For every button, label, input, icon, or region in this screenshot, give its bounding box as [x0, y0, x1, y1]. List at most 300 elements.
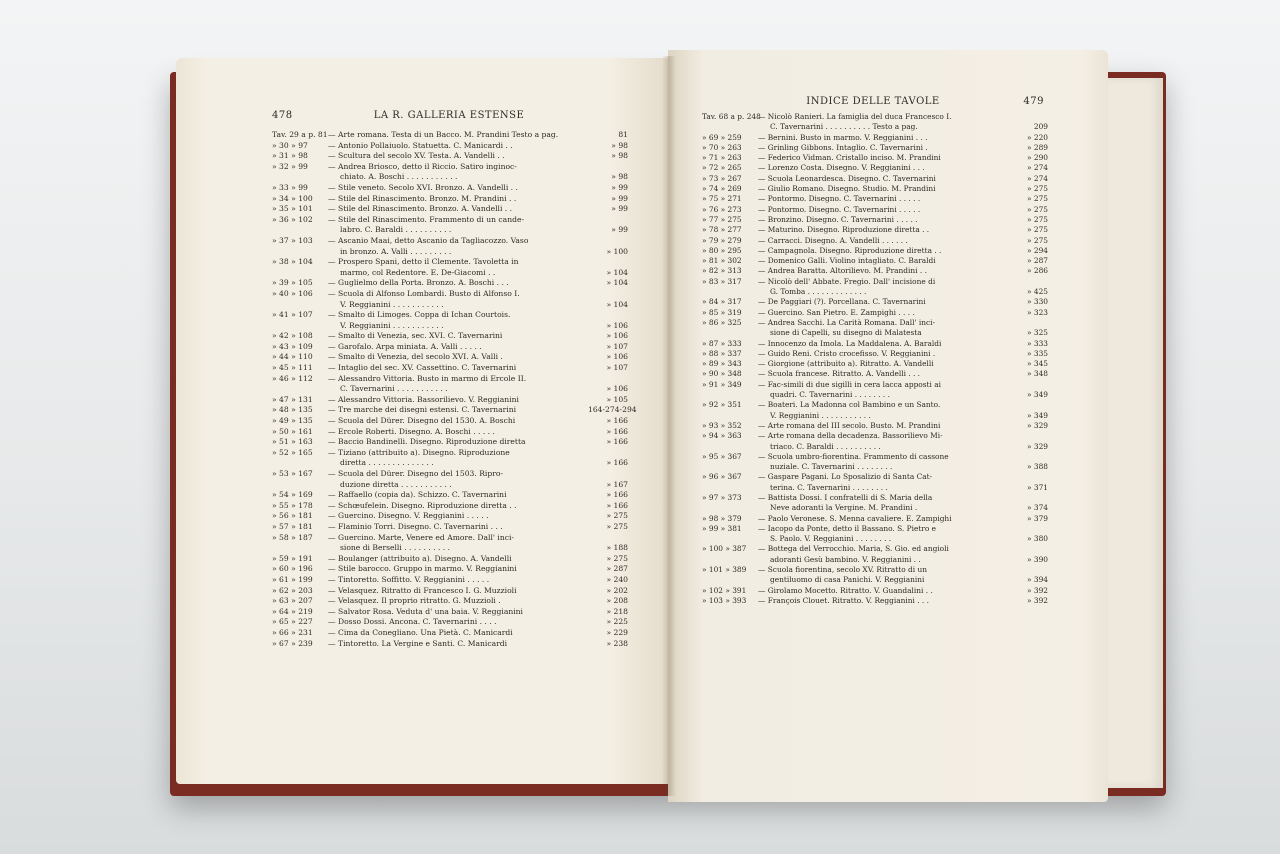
plate-description: — Ercole Roberti. Disegno. A. Boschi . . . . . [328, 426, 495, 436]
plate-description: — Maturino. Disegno. Riproduzione diretta . . [758, 225, 930, 235]
text-page-reference: » 289 [1027, 142, 1048, 152]
plate-number: » 47 » 131 [272, 394, 313, 404]
index-entry [702, 318, 1048, 339]
plate-description: — Iacopo da Ponte, detto il Bassano. S. Pietro e [758, 523, 937, 533]
plate-description: — Tiziano (attribuito a). Disegno. Riproduzione [328, 447, 510, 457]
plate-number: » 56 » 181 [272, 511, 313, 521]
plate-number: » 42 » 108 [272, 331, 313, 341]
plate-description-continued: V. Reggianini . . . . . . . . . . . [770, 410, 871, 420]
index-entry [702, 143, 1048, 153]
index-entry [702, 493, 1048, 514]
text-page-reference: » 390 [1027, 554, 1048, 564]
plate-description-continued: duzione diretta . . . . . . . . . . . [340, 479, 452, 489]
plate-description: — Scuola di Alfonso Lombardi. Busto di Alfonso I. [328, 288, 520, 298]
index-entry [702, 308, 1048, 318]
plate-description: — Fac-simili di due sigilli in cera lacca apposti ai [758, 379, 942, 389]
text-page-reference: » 374 [1027, 503, 1048, 513]
plate-description: — Arte romana. Testa di un Bacco. M. Prandini Testo a pag. [328, 130, 559, 139]
plate-description-continued: triaco. C. Baraldi . . . . . . . . . . [770, 441, 881, 451]
text-page-reference: » 275 [1027, 235, 1048, 245]
plate-number: » 89 » 343 [702, 359, 742, 369]
text-page-reference: » 104 [606, 299, 628, 309]
plate-number: » 85 » 319 [702, 307, 742, 317]
text-page-reference: » 240 [606, 574, 628, 584]
text-page-reference: » 329 [1027, 420, 1048, 430]
index-entry [702, 514, 1048, 524]
plate-description: — Tintoretto. La Vergine e Santi. C. Manicardi [328, 638, 508, 648]
text-page-reference: » 238 [606, 638, 628, 648]
plate-number: » 82 » 313 [702, 266, 742, 276]
index-entry [702, 421, 1048, 431]
plate-number: » 96 » 367 [702, 472, 742, 482]
plate-description: — Ascanio Maai, detto Ascanio da Tagliacozzo. Vaso [328, 235, 529, 245]
plate-number: » 93 » 352 [702, 420, 742, 430]
plate-description: — Andrea Sacchi. La Carità Romana. Dall' inci- [758, 317, 936, 327]
plate-number: » 49 » 135 [272, 416, 313, 426]
plate-description-continued: C. Tavernarini . . . . . . . . . . . [340, 384, 448, 394]
plate-number: » 61 » 199 [272, 574, 313, 584]
text-page-reference: » 329 [1027, 441, 1048, 451]
plate-description: — Cima da Conegliano. Una Pietà. C. Manicardi [328, 627, 513, 637]
plate-description: — Stile del Rinascimento. Bronzo. A. Vandelli . . [328, 204, 513, 214]
plate-description: — Baccio Bandinelli. Disegno. Riproduzione diretta [328, 437, 526, 447]
plate-number: » 75 » 271 [702, 194, 742, 204]
text-page-reference: » 98 [611, 140, 628, 150]
plate-number: » 64 » 219 [272, 606, 313, 616]
plate-number: Tav. 29 a p. 81 [272, 130, 328, 139]
index-entry [272, 183, 628, 194]
plate-number: » 69 » 259 [702, 132, 742, 142]
index-entry [702, 369, 1048, 379]
index-entry [272, 437, 628, 448]
index-entry [272, 448, 628, 469]
text-page-reference: » 380 [1027, 534, 1048, 544]
index-entry [272, 490, 628, 501]
plate-number: » 60 » 196 [272, 564, 313, 574]
right-page [668, 50, 1108, 802]
plate-description: — Bernini. Busto in marmo. V. Reggianini . . . [758, 132, 928, 142]
index-entry [702, 215, 1048, 225]
plate-description: — Scuola del Dürer. Disegno del 1530. A. Boschi [328, 416, 516, 426]
plate-number: » 94 » 363 [702, 431, 742, 441]
plate-number: » 39 » 105 [272, 278, 313, 288]
index-entry [702, 133, 1048, 143]
plate-number: » 36 » 102 [272, 214, 313, 224]
plate-number: » 43 » 109 [272, 341, 313, 351]
plate-description-continued: marmo, col Redentore. E. De-Giacomi . . [340, 267, 496, 277]
plate-description: — Giorgione (attribuito a). Ritratto. A. Vandelli [758, 359, 934, 369]
index-entry [272, 628, 628, 639]
plate-description: — Domenico Galli. Violino intagliato. C. Baraldi [758, 256, 936, 266]
text-page-reference: » 166 [606, 416, 628, 426]
plate-number: » 92 » 351 [702, 400, 742, 410]
index-entry [702, 565, 1048, 586]
index-entry [272, 586, 628, 597]
plate-description-continued: V. Reggianini . . . . . . . . . . . [340, 320, 444, 330]
plate-description: — Nicolò Ranieri. La famiglia del duca Francesco I. [758, 112, 952, 121]
text-page-reference: » 105 [606, 394, 628, 404]
index-entry [702, 359, 1048, 369]
index-entry [702, 256, 1048, 266]
plate-description: — Guercino. San Pietro. E. Zampighi . . . . [758, 307, 915, 317]
index-entry [272, 533, 628, 554]
text-page-reference: 209 [1033, 122, 1048, 132]
plate-number: » 86 » 325 [702, 317, 742, 327]
plate-number: » 72 » 265 [702, 163, 742, 173]
index-entry [702, 205, 1048, 215]
text-page-reference: » 330 [1027, 297, 1048, 307]
plate-number: » 90 » 348 [702, 369, 742, 379]
plate-description-continued: quadri. C. Tavernarini . . . . . . . . [770, 390, 890, 400]
right-plate-index [702, 112, 1048, 606]
index-entry [702, 544, 1048, 565]
index-entry [702, 194, 1048, 204]
text-page-reference: » 107 [606, 363, 628, 373]
plate-number: » 63 » 207 [272, 596, 313, 606]
text-page-reference: » 425 [1027, 287, 1048, 297]
index-entry [702, 586, 1048, 596]
text-page-reference: » 167 [606, 479, 628, 489]
text-page-reference: » 218 [606, 606, 628, 616]
index-entry [272, 289, 628, 310]
plate-description: — Arte romana della decadenza. Bassorilievo Mi- [758, 431, 943, 441]
plate-description: — Velasquez. Il proprio ritratto. G. Muzzioli . [328, 596, 501, 606]
text-page-reference: » 348 [1027, 369, 1048, 379]
text-page-reference: » 275 [1027, 184, 1048, 194]
left-running-title: LA R. GALLERIA ESTENSE [373, 110, 525, 121]
left-page [176, 58, 668, 784]
plate-number: » 32 » 99 [272, 161, 308, 171]
plate-number: » 41 » 107 [272, 310, 313, 320]
plate-description: — Guercino. Marte, Venere ed Amore. Dall' inci- [328, 532, 514, 542]
plate-description: — Scuola francese. Ritratto. A. Vandelli . . . [758, 369, 921, 379]
text-page-reference: » 323 [1027, 307, 1048, 317]
index-entry [272, 310, 628, 331]
index-entry [702, 349, 1048, 359]
index-entry [272, 405, 637, 416]
text-page-reference: » 325 [1027, 328, 1048, 338]
plate-description: — François Clouet. Ritratto. V. Reggianini . . . [758, 595, 929, 605]
text-page-reference: » 166 [606, 458, 628, 468]
plate-description: — Arte romana del III secolo. Busto. M. Prandini [758, 420, 941, 430]
text-page-reference: » 106 [606, 331, 628, 341]
index-entry [702, 174, 1048, 184]
plate-number: » 76 » 273 [702, 204, 742, 214]
plate-description-continued: G. Tomba . . . . . . . . . . . . . [770, 287, 867, 297]
index-entry [272, 564, 628, 575]
index-entry [702, 184, 1048, 194]
text-page-reference: » 106 [606, 352, 628, 362]
index-entry [702, 112, 1048, 133]
text-page-reference: » 333 [1027, 338, 1048, 348]
plate-description: — Salvator Rosa. Veduta d' una baia. V. Reggianini [328, 606, 523, 616]
plate-description: — Federico Vidman. Cristallo inciso. M. Prandini [758, 153, 941, 163]
plate-number: » 38 » 104 [272, 257, 313, 267]
plate-description: — Dosso Dossi. Ancona. C. Tavernarini . . . . [328, 617, 497, 627]
plate-description: — Smalto di Venezia, sec. XVI. C. Tavernarini [328, 331, 503, 341]
plate-number: » 31 » 98 [272, 151, 308, 161]
index-entry [272, 363, 628, 374]
plate-number: » 97 » 373 [702, 492, 742, 502]
plate-description: — Raffaello (copia da). Schizzo. C. Tavernarini [328, 490, 507, 500]
plate-description: — De Paggiari (?). Porcellana. C. Tavernarini [758, 297, 926, 307]
plate-number: » 35 » 101 [272, 204, 313, 214]
plate-description-continued: sione di Capelli, su disegno di Malatesta [770, 328, 922, 338]
plate-number: » 46 » 112 [272, 373, 313, 383]
index-entry [272, 511, 628, 522]
plate-description: — Bottega del Verrocchio. Maria, S. Gio. ed angioli [758, 544, 949, 554]
index-entry [272, 141, 628, 152]
plate-number: » 66 » 231 [272, 627, 313, 637]
text-page-reference: » 106 [606, 384, 628, 394]
index-entry [272, 342, 628, 353]
plate-number: Tav. 68 a p. 248 [702, 112, 761, 121]
index-entry [272, 257, 628, 278]
index-entry [272, 617, 628, 628]
plate-description: — Paolo Veronese. S. Menna cavaliere. E. Zampighi [758, 513, 952, 523]
plate-description: — Andrea Baratta. Altorilievo. M. Prandini . . [758, 266, 927, 276]
index-entry [272, 194, 628, 205]
plate-description: — Scultura del secolo XV. Testa. A. Vandelli . . [328, 151, 505, 161]
plate-number: » 55 » 178 [272, 500, 313, 510]
plate-number: » 40 » 106 [272, 288, 313, 298]
text-page-reference: » 394 [1027, 575, 1048, 585]
index-entry [702, 153, 1048, 163]
index-entry [272, 596, 628, 607]
index-entry [702, 380, 1048, 401]
plate-number: » 48 » 135 [272, 405, 313, 415]
text-page-reference: » 99 [611, 204, 628, 214]
text-page-reference: » 379 [1027, 513, 1048, 523]
left-page-number: 478 [272, 110, 293, 121]
index-entry [702, 339, 1048, 349]
index-entry [272, 522, 628, 533]
plate-description: — Battista Dossi. I confratelli di S. Maria della [758, 492, 933, 502]
text-page-reference: » 104 [606, 278, 628, 288]
plate-number: » 102 » 391 [702, 585, 747, 595]
plate-description-continued: Neve adoranti la Vergine. M. Prandini . [770, 503, 918, 513]
text-page-reference: 81 [618, 130, 628, 139]
plate-description: — Boateri. La Madonna col Bambino e un Santo. [758, 400, 941, 410]
text-page-reference: » 335 [1027, 348, 1048, 358]
plate-description-continued: V. Reggianini . . . . . . . . . . . [340, 299, 444, 309]
plate-description-continued: sione di Berselli . . . . . . . . . . [340, 543, 451, 553]
index-entry [702, 163, 1048, 173]
text-page-reference: » 99 [611, 193, 628, 203]
plate-number: » 53 » 167 [272, 469, 313, 478]
plate-number: » 51 » 163 [272, 437, 313, 447]
plate-description-continued: terina. C. Tavernarini . . . . . . . . [770, 482, 888, 492]
index-entry [702, 277, 1048, 298]
index-entry [272, 501, 628, 512]
plate-number: » 50 » 161 [272, 426, 313, 436]
text-page-reference: » 166 [606, 500, 628, 510]
index-entry [272, 204, 628, 215]
index-entry [272, 395, 628, 406]
text-page-reference: » 275 [606, 521, 628, 531]
text-page-reference: » 345 [1027, 359, 1048, 369]
plate-description-continued: C. Tavernarini . . . . . . . . . . Testo a pag. [770, 122, 918, 132]
index-entry [702, 225, 1048, 235]
text-page-reference: » 275 [1027, 225, 1048, 235]
plate-number: » 57 » 181 [272, 521, 313, 531]
plate-description: — Garofalo. Arpa miniata. A. Valli . . . . . [328, 341, 482, 351]
text-page-reference: » 371 [1027, 482, 1048, 492]
plate-number: » 101 » 389 [702, 565, 747, 575]
plate-number: » 71 » 263 [702, 153, 742, 163]
plate-number: » 65 » 227 [272, 617, 313, 627]
text-page-reference: » 287 [606, 564, 628, 574]
text-page-reference: » 166 [606, 426, 628, 436]
index-entry [702, 472, 1048, 493]
plate-number: » 81 » 302 [702, 256, 742, 266]
plate-number: » 95 » 367 [702, 451, 742, 461]
index-entry [272, 352, 628, 363]
text-page-reference: » 104 [606, 267, 628, 277]
index-entry [272, 416, 628, 427]
plate-number: » 74 » 269 [702, 184, 742, 194]
index-entry [702, 400, 1048, 421]
plate-description: — Alessandro Vittoria. Bassorilievo. V. Reggianini [328, 394, 519, 404]
plate-description: — Giulio Romano. Disegno. Studio. M. Prandini [758, 184, 936, 194]
text-page-reference: » 107 [606, 341, 628, 351]
plate-number: » 100 » 387 [702, 544, 747, 554]
index-entry [702, 596, 1048, 606]
text-page-reference: » 290 [1027, 153, 1048, 163]
text-page-reference: » 274 [1027, 163, 1048, 173]
text-page-reference: » 188 [606, 543, 628, 553]
plate-number: » 78 » 277 [702, 225, 742, 235]
plate-description: — Gaspare Pagani. Lo Sposalizio di Santa Cat- [758, 472, 933, 482]
text-page-reference: » 98 [611, 172, 628, 182]
index-entry [702, 236, 1048, 246]
text-page-reference: » 229 [606, 627, 628, 637]
plate-number: » 99 » 381 [702, 523, 742, 533]
plate-number: » 83 » 317 [702, 276, 742, 286]
plate-description: — Lorenzo Costa. Disegno. V. Reggianini . . . [758, 163, 925, 173]
text-page-reference: » 208 [606, 596, 628, 606]
text-page-reference: » 349 [1027, 410, 1048, 420]
index-entry [702, 452, 1048, 473]
text-page-reference: » 166 [606, 437, 628, 447]
plate-description: — Bronzino. Disegno. C. Tavernarini . . . . . [758, 214, 918, 224]
text-page-reference: » 275 [606, 553, 628, 563]
text-page-reference: » 349 [1027, 390, 1048, 400]
text-page-reference: » 275 [1027, 214, 1048, 224]
plate-description: — Scuola Leonardesca. Disegno. C. Tavernarini [758, 173, 936, 183]
right-page-number: 479 [1023, 96, 1044, 107]
text-page-reference: » 202 [606, 585, 628, 595]
index-entry [272, 554, 628, 565]
plate-description: — Stile del Rinascimento. Bronzo. M. Prandini . . [328, 193, 517, 203]
text-page-reference: » 392 [1027, 595, 1048, 605]
text-page-reference: » 287 [1027, 256, 1048, 266]
plate-description: — Velasquez. Ritratto di Francesco I. G. Muzzioli [328, 585, 517, 595]
index-entry [272, 130, 628, 141]
plate-description: — Innocenzo da Imola. La Maddalena. A. Baraldi [758, 338, 942, 348]
plate-description: — Prospero Spani, detto il Clemente. Tavoletta in [328, 257, 519, 267]
plate-number: » 33 » 99 [272, 182, 308, 192]
plate-description-continued: chiato. A. Boschi . . . . . . . . . . . [340, 172, 458, 182]
text-page-reference: » 99 [611, 182, 628, 192]
plate-number: » 77 » 275 [702, 214, 742, 224]
book-gutter [662, 56, 676, 796]
text-page-reference: » 275 [606, 511, 628, 521]
plate-number: » 80 » 295 [702, 245, 742, 255]
plate-number: » 34 » 100 [272, 193, 313, 203]
plate-description: — Campagnola. Disegno. Riproduzione diretta . . [758, 245, 942, 255]
plate-number: » 67 » 239 [272, 638, 313, 648]
plate-description: — Andrea Briosco, detto il Riccio. Satiro inginoc- [328, 161, 517, 171]
index-entry [272, 639, 628, 650]
index-entry [272, 607, 628, 618]
plate-description-continued: gentiluomo di casa Panichi. V. Reggianini [770, 575, 925, 585]
plate-description-continued: nuziale. C. Tavernarini . . . . . . . . [770, 462, 893, 472]
plate-description: — Flaminio Torri. Disegno. C. Tavernarini . . . [328, 521, 503, 531]
plate-number: » 54 » 169 [272, 490, 313, 500]
plate-description: — Antonio Pollaiuolo. Statuetta. C. Manicardi . . [328, 140, 513, 150]
plate-number: » 79 » 279 [702, 235, 742, 245]
plate-number: » 87 » 333 [702, 338, 742, 348]
text-page-reference: » 98 [611, 151, 628, 161]
plate-description-continued: S. Paolo. V. Reggianini . . . . . . . . [770, 534, 892, 544]
plate-number: » 88 » 337 [702, 348, 742, 358]
plate-number: » 44 » 110 [272, 352, 313, 362]
text-page-reference: » 100 [606, 246, 628, 256]
plate-number: » 37 » 103 [272, 235, 313, 245]
plate-number: » 45 » 111 [272, 363, 313, 373]
plate-description-continued: diretta . . . . . . . . . . . . . . [340, 458, 434, 468]
plate-description: — Stile barocco. Gruppo in marmo. V. Reggianini [328, 564, 517, 574]
plate-number: » 62 » 203 [272, 585, 313, 595]
index-entry [702, 266, 1048, 276]
plate-number: » 73 » 267 [702, 173, 742, 183]
text-page-reference: » 99 [611, 225, 628, 235]
index-entry [272, 278, 628, 289]
plate-number: » 58 » 187 [272, 532, 313, 542]
plate-description-continued: in bronzo. A. Valli . . . . . . . . . [340, 246, 452, 256]
left-plate-index [272, 130, 637, 649]
plate-description: — Pontormo. Disegno. C. Tavernarini . . . . . [758, 204, 921, 214]
plate-description: — Alessandro Vittoria. Busto in marmo di Ercole II. [328, 373, 527, 383]
plate-description: — Guglielmo della Porta. Bronzo. A. Boschi . . . [328, 278, 509, 288]
plate-description: — Nicolò dell' Abbate. Fregio. Dall' incisione di [758, 276, 936, 286]
plate-description-continued: adoranti Gesù bambino. V. Reggianini . . [770, 554, 921, 564]
plate-number: » 98 » 379 [702, 513, 742, 523]
plate-description: — Scuola umbro-fiorentina. Frammento di cassone [758, 451, 949, 461]
index-entry [272, 575, 628, 586]
text-page-reference: » 166 [606, 490, 628, 500]
index-entry [272, 469, 628, 490]
plate-number: » 30 » 97 [272, 140, 308, 150]
text-page-reference: » 106 [606, 320, 628, 330]
index-entry [272, 236, 628, 257]
text-page-reference: » 286 [1027, 266, 1048, 276]
plate-description: — Schœufelein. Disegno. Riproduzione diretta . . [328, 500, 517, 510]
index-entry [702, 431, 1048, 452]
plate-number: » 70 » 263 [702, 142, 742, 152]
index-entry [702, 246, 1048, 256]
index-entry [272, 331, 628, 342]
plate-description: — Grinling Gibbons. Intaglio. C. Tavernarini . [758, 142, 928, 152]
plate-number: » 59 » 191 [272, 553, 313, 563]
index-entry [272, 215, 628, 236]
index-entry [272, 374, 628, 395]
plate-number: » 84 » 317 [702, 297, 742, 307]
text-page-reference: » 294 [1027, 245, 1048, 255]
plate-description: — Boulanger (attribuito a). Disegno. A. Vandelli [328, 553, 512, 563]
plate-description: — Girolamo Mocetto. Ritratto. V. Guandalini . . [758, 585, 933, 595]
